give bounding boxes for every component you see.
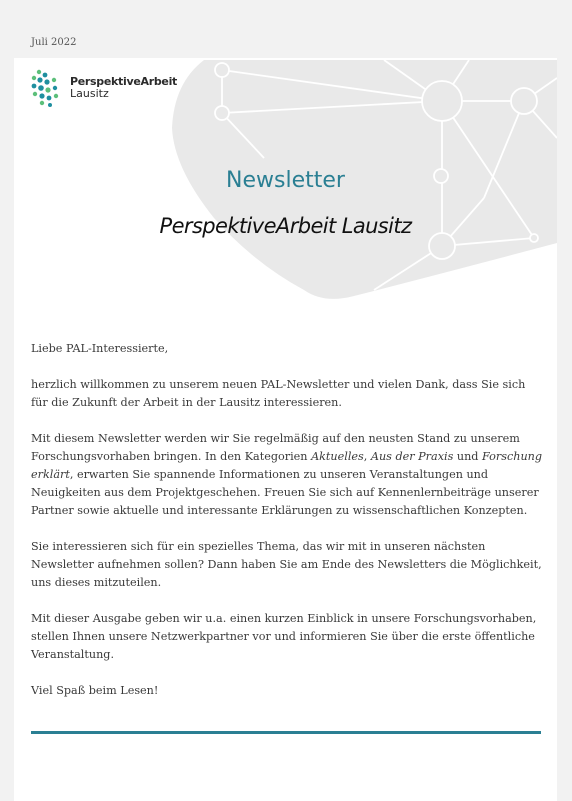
paragraph-categories bbox=[31, 430, 543, 520]
newsletter-header bbox=[14, 58, 557, 308]
category-forschung-erklaert: Forschung erklärt bbox=[31, 450, 543, 481]
paragraph-issue: Mit dieser Ausgabe geben wir u.a. einen kurzen Einblick in unsere Forschungsvorhaben, stellen Ihnen unsere Netzwerkpartner vor und informieren Sie über die erste öffentliche Veranstaltung. bbox=[31, 612, 537, 661]
closing: Viel Spaß beim Lesen! bbox=[31, 684, 159, 697]
logo-subtitle: Lausitz bbox=[70, 87, 109, 100]
logo-title: PerspektiveArbeit bbox=[70, 75, 178, 88]
logo-dots-icon bbox=[30, 68, 66, 108]
category-aus-der-praxis: Aus der Praxis bbox=[370, 450, 454, 463]
newsletter-body bbox=[31, 340, 543, 718]
hero-subtitle: PerspektiveArbeit Lausitz bbox=[159, 214, 412, 238]
text-segment: , bbox=[363, 450, 371, 463]
logo bbox=[30, 68, 177, 108]
category-aktuelles: Aktuelles bbox=[311, 450, 364, 463]
newsletter-card bbox=[14, 58, 557, 801]
text-segment: Mit diesem Newsletter werden wir Sie regelmäßig auf den neusten Stand zu unserem Forschungsvorhaben bringen. In den Kategorien bbox=[31, 432, 520, 463]
section-divider bbox=[31, 731, 541, 734]
hero-title: Newsletter bbox=[226, 168, 345, 193]
text-segment: und bbox=[453, 450, 483, 463]
issue-date: Juli 2022 bbox=[31, 37, 77, 48]
paragraph-topics: Sie interessieren sich für ein spezielles Thema, das wir mit in unseren nächsten Newsletter aufnehmen sollen? Dann haben Sie am Ende des Newsletters die Möglichkeit, uns dieses mitzuteilen. bbox=[31, 540, 542, 589]
greeting: Liebe PAL-Interessierte, bbox=[31, 342, 169, 355]
text-segment: , erwarten Sie spannende Informationen zu unseren Veranstaltungen und Neuigkeiten aus dem Projektgeschehen. Freuen Sie sich auf Kennenlernbeiträge unserer Partner sowie aktuelle und interessante Erklärungen zu wissenschaftlichen Konzepten. bbox=[31, 468, 539, 517]
paragraph-welcome: herzlich willkommen zu unserem neuen PAL-Newsletter und vielen Dank, dass Sie sich für die Zukunft der Arbeit in der Lausitz interessieren. bbox=[31, 378, 526, 409]
